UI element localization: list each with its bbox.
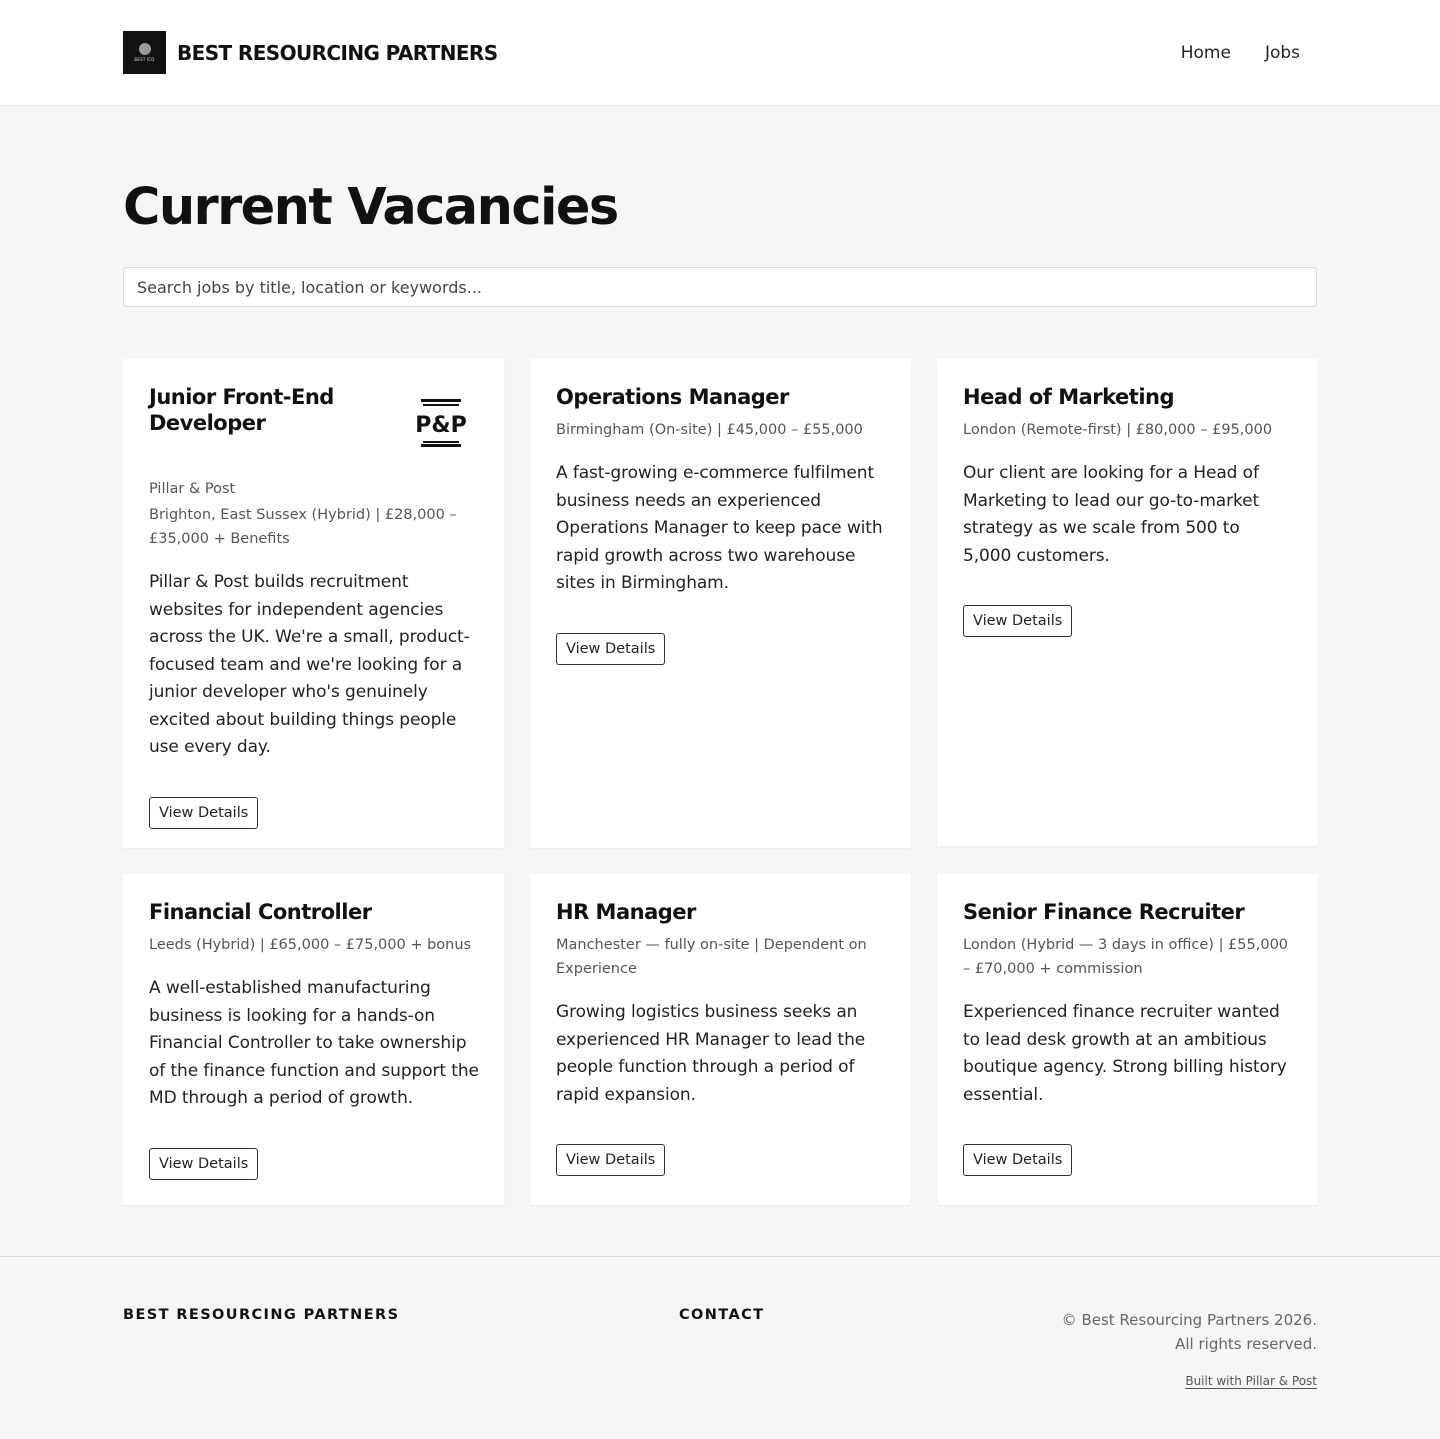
view-details-button[interactable]: View Details: [963, 1144, 1072, 1176]
job-description: Pillar & Post builds recruitment websites for independent agencies across the UK. We're a small, product-focused team and we're looking for a junior developer who's genuinely excited about building things people use every day.: [149, 572, 470, 758]
view-details-button[interactable]: View Details: [149, 1148, 258, 1180]
main-nav: [1181, 43, 1300, 63]
nav-link-jobs[interactable]: Jobs: [1264, 42, 1300, 63]
job-description: Our client are looking for a Head of Marketing to lead our go-to-market strategy as we scale from 500 to 5,000 customers.: [963, 463, 1260, 566]
view-details-button[interactable]: View Details: [556, 633, 665, 665]
job-title[interactable]: Operations Manager: [556, 385, 789, 410]
page-title: Current Vacancies: [123, 178, 618, 237]
job-title[interactable]: Head of Marketing: [963, 385, 1174, 410]
copyright-text: © Best Resourcing Partners 2026.: [1061, 1311, 1317, 1330]
job-meta: Leeds (Hybrid) | £65,000 – £75,000 + bonus: [149, 937, 472, 954]
job-card: [937, 359, 1318, 846]
job-card-header: [556, 899, 886, 925]
job-meta: Brighton, East Sussex (Hybrid) | £28,000 – £35,000 + Benefits: [149, 507, 457, 548]
footer-legal: [1062, 1308, 1317, 1439]
job-company: Pillar & Post: [149, 481, 236, 498]
site-footer: [0, 1256, 1440, 1439]
built-with-link[interactable]: Built with Pillar & Post: [1185, 1374, 1317, 1389]
job-meta: Birmingham (On-site) | £45,000 – £55,000: [556, 422, 863, 439]
brand-logo-icon[interactable]: [123, 31, 166, 74]
job-description: Experienced finance recruiter wanted to lead desk growth at an ambitious boutique agency. Strong billing history essential.: [963, 1002, 1287, 1105]
job-card-header: [556, 384, 886, 410]
footer-contact-column: [679, 1307, 764, 1439]
job-grid: [123, 359, 1317, 1205]
job-card-header: [963, 384, 1293, 410]
job-card: [123, 359, 504, 848]
view-details-button[interactable]: View Details: [963, 605, 1072, 637]
job-description: Growing logistics business seeks an experienced HR Manager to lead the people function through a period of rapid expansion.: [556, 1002, 866, 1105]
nav-link-home[interactable]: Home: [1180, 42, 1231, 63]
job-card: [530, 874, 911, 1205]
job-card: [937, 874, 1318, 1205]
job-meta: London (Remote-first) | £80,000 – £95,000: [963, 422, 1273, 439]
brand-name[interactable]: BEST RESOURCING PARTNERS: [177, 40, 498, 65]
main-content: [0, 180, 1440, 1205]
site-header: [0, 0, 1440, 106]
job-title[interactable]: HR Manager: [556, 900, 696, 925]
job-search-input[interactable]: [123, 267, 1317, 307]
footer-contact-heading: CONTACT: [679, 1307, 765, 1324]
view-details-button[interactable]: View Details: [149, 797, 258, 829]
job-description: A fast-growing e-commerce fulfilment business needs an experienced Operations Manager to keep pace with rapid growth across two warehouse sites in Birmingham.: [556, 463, 883, 594]
rights-text: All rights reserved.: [1175, 1335, 1317, 1354]
job-card-header: [149, 899, 479, 925]
job-title[interactable]: Financial Controller: [149, 900, 372, 925]
job-title[interactable]: Junior Front-End Developer: [149, 385, 334, 436]
footer-brand-name: BEST RESOURCING PARTNERS: [123, 1307, 400, 1324]
job-description: A well-established manufacturing business is looking for a hands-on Financial Controller to take ownership of the finance function and support the MD through a period of growth.: [149, 978, 479, 1109]
job-card: [123, 874, 504, 1205]
job-card-header: [963, 899, 1293, 925]
brand[interactable]: [123, 31, 498, 74]
brand-logo-text: BEST ICD: [134, 57, 155, 62]
footer-brand-column: [123, 1307, 679, 1439]
job-meta: London (Hybrid — 3 days in office) | £55,000 – £70,000 + commission: [963, 937, 1289, 978]
job-card-header: [149, 384, 479, 447]
job-card: [530, 359, 911, 848]
view-details-button[interactable]: View Details: [556, 1144, 665, 1176]
brand-logo-mark: [139, 43, 151, 55]
pillar-post-logo-icon: [415, 397, 467, 447]
job-meta: Manchester — fully on-site | Dependent on Experience: [556, 937, 867, 978]
company-logo-text: P&P: [415, 413, 467, 439]
job-title[interactable]: Senior Finance Recruiter: [963, 900, 1245, 925]
